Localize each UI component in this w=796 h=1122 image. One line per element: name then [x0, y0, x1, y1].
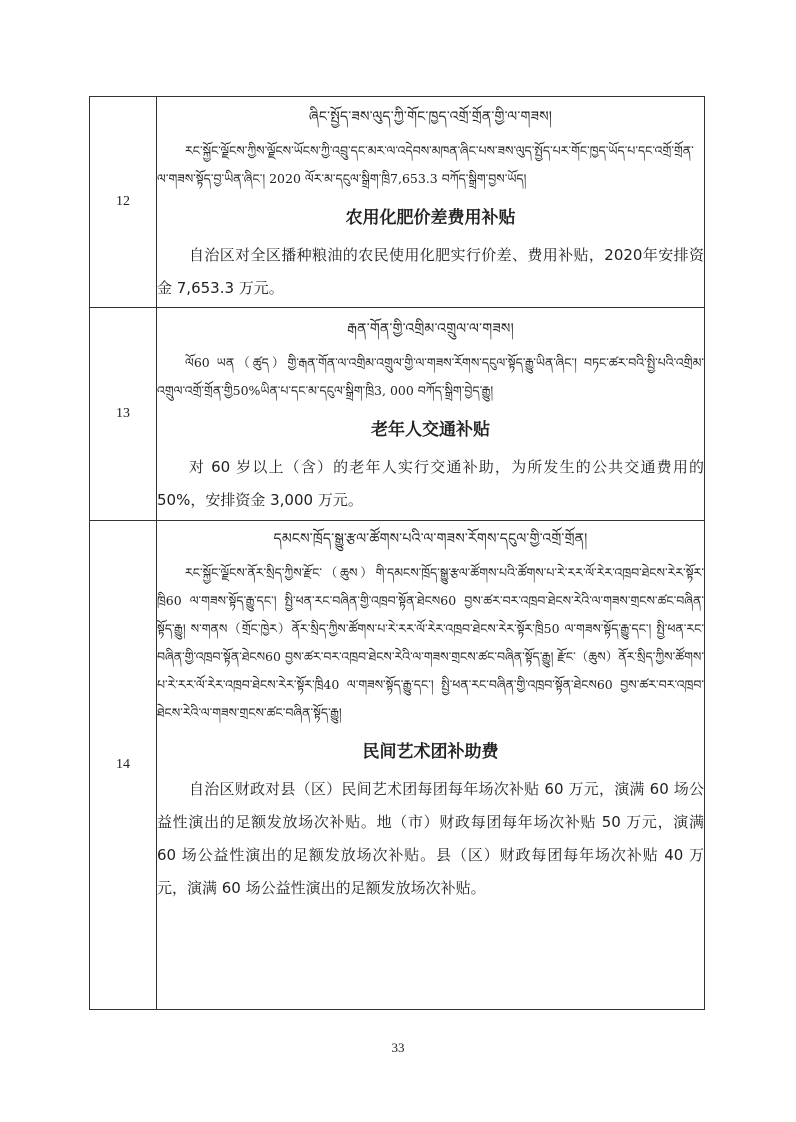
- row-number: 14: [90, 521, 157, 1010]
- page-number: 33: [391, 1040, 405, 1055]
- chinese-text: 对 60 岁以上（含）的老年人实行交通补助，为所发生的公共交通费用的 50%，安排资金 3,000 万元。: [157, 458, 704, 509]
- row-content: [157, 308, 705, 521]
- chinese-text: 自治区对全区播种粮油的农民使用化肥实行价差、费用补贴，2020年安排资金 7,653.3 万元。: [157, 246, 704, 297]
- chinese-title: 农用化肥价差费用补贴: [345, 208, 516, 228]
- row-content: [157, 521, 705, 1010]
- tibetan-title: ཞིང་སྤྱོད་ཟས་ལུད་ཀྱི་གོང་ཁྱད་འགྲོ་གྲོན་གྱི་ལ་གཟས།: [308, 109, 553, 125]
- tibetan-text: ལོ60 ཡན（ཚུད）གྱི་རྒན་གོན་ལ་འགྲིམ་འགྲུལ་གྱི་ལ་གཟས་རོགས་དངུལ་སྟོད་རྒྱུ་ཡིན་ཞིང་། བཏང་ཚར་བའི་སྤྱི་པའི་འགྲིམ་འགྲུལ་འགྲོ་གྲོན་གྱི50%ཡིན་པ་དང་མ་དངུལ་སྒྲིག་ཁྲི3, 000 བཀོད་སྒྲིག་བྱེད་རྒྱུ།: [157, 355, 704, 398]
- tibetan-title: དམངས་ཁྲོད་སྒྱུ་རྩལ་ཚོགས་པའི་ལ་གཟས་རོགས་དངུལ་གྱི་འགྲོ་གྲོན།: [273, 531, 588, 547]
- row-number: 13: [90, 308, 157, 521]
- chinese-title: 民间艺术团补助费: [362, 742, 499, 762]
- table-row: [90, 97, 705, 308]
- document-page: [89, 96, 705, 1010]
- table-row: [90, 521, 705, 1010]
- tibetan-text: རང་སྐྱོང་ལྗོངས་ནོར་སྲིད་ཀྱིས་རྫོང་（ཆུས）གི་དམངས་ཁྲོད་སྒྱུ་རྩལ་ཚོགས་པའི་ཚོགས་པ་རེ་རར་ལོ་རེར་འཁྲབ་ཐེངས་རེར་སྟོར་ཁྲི60 ལ་གཟས་སྟོད་རྒྱུ་དང་། སྤྱི་ཕན་རང་བཞིན་གྱི་འཁྲབ་སྟོན་ཐེངས60 བྱས་ཚར་བར་འཁྲབ་ཐེངས་རེའི་ལ་གཟས་གྲངས་ཚང་བཞིན་སྟོད་རྒྱུ། ས་གནས（གྲོང་ཁྱེར）ནོར་སྲིད་ཀྱིས་ཚོགས་པ་རེ་རར་ལོ་རེར་འཁྲབ་ཐེངས་རེར་སྟོར་ཁྲི50 ལ་གཟས་སྟོད་རྒྱུ་དང་། སྤྱི་ཕན་རང་བཞིན་གྱི་འཁྲབ་སྟོན་ཐེངས60 བྱས་ཚར་བར་འཁྲབ་ཐེངས་རེའི་ལ་གཟས་གྲངས་ཚང་བཞིན་སྟོད་རྒྱུ། རྫོང་（ཆུས）ནོར་སྲིད་ཀྱིས་ཚོགས་པ་རེ་རར་ལོ་རེར་འཁྲབ་ཐེངས་རེར་སྟོར་ཁྲི40 ལ་གཟས་སྟོད་རྒྱུ་དང་། སྤྱི་ཕན་རང་བཞིན་གྱི་འཁྲབ་སྟོན་ཐེངས60 བྱས་ཚར་བར་འཁྲབ་ཐེངས་རེའི་ལ་གཟས་གྲངས་ཚང་བཞིན་སྟོད་རྒྱུ།: [157, 565, 704, 720]
- tibetan-title: རྒན་གོན་གྱི་འགྲིམ་འགྲུལ་ལ་གཟས།: [347, 321, 514, 337]
- table-row: [90, 308, 705, 521]
- chinese-title: 老年人交通补贴: [371, 420, 490, 440]
- row-number: 12: [90, 97, 157, 308]
- subsidy-table: [89, 96, 705, 1010]
- chinese-text: 自治区财政对县（区）民间艺术团每团每年场次补贴 60 万元，演满 60 场公益性演出的足额发放场次补贴。地（市）财政每团每年场次补贴 50 万元，演满 60 场公益性演出的足额发放场次补贴。县（区）财政每团每年场次补贴 40 万元，演满 60 场公益性演出的足额发放场次补贴。: [157, 780, 704, 897]
- row-content: [157, 97, 705, 308]
- tibetan-text: རང་སྐྱོང་ལྗོངས་ཀྱིས་ལྗོངས་ཡོངས་ཀྱི་འབྲུ་དང་མར་ལ་འདེབས་མཁན་ཞིང་པས་ཟས་ལུད་སྤྱོད་པར་གོང་ཁྱད་ཡོད་པ་དང་འགྲོ་གྲོན་ལ་གཟས་སྟོད་བྱ་ཡིན་ཞིང་། 2020 ལོར་མ་དངུལ་སྒྲིག་ཁྲི7,653.3 བཀོད་སྒྲིག་བྱས་ཡོད།: [157, 143, 694, 186]
